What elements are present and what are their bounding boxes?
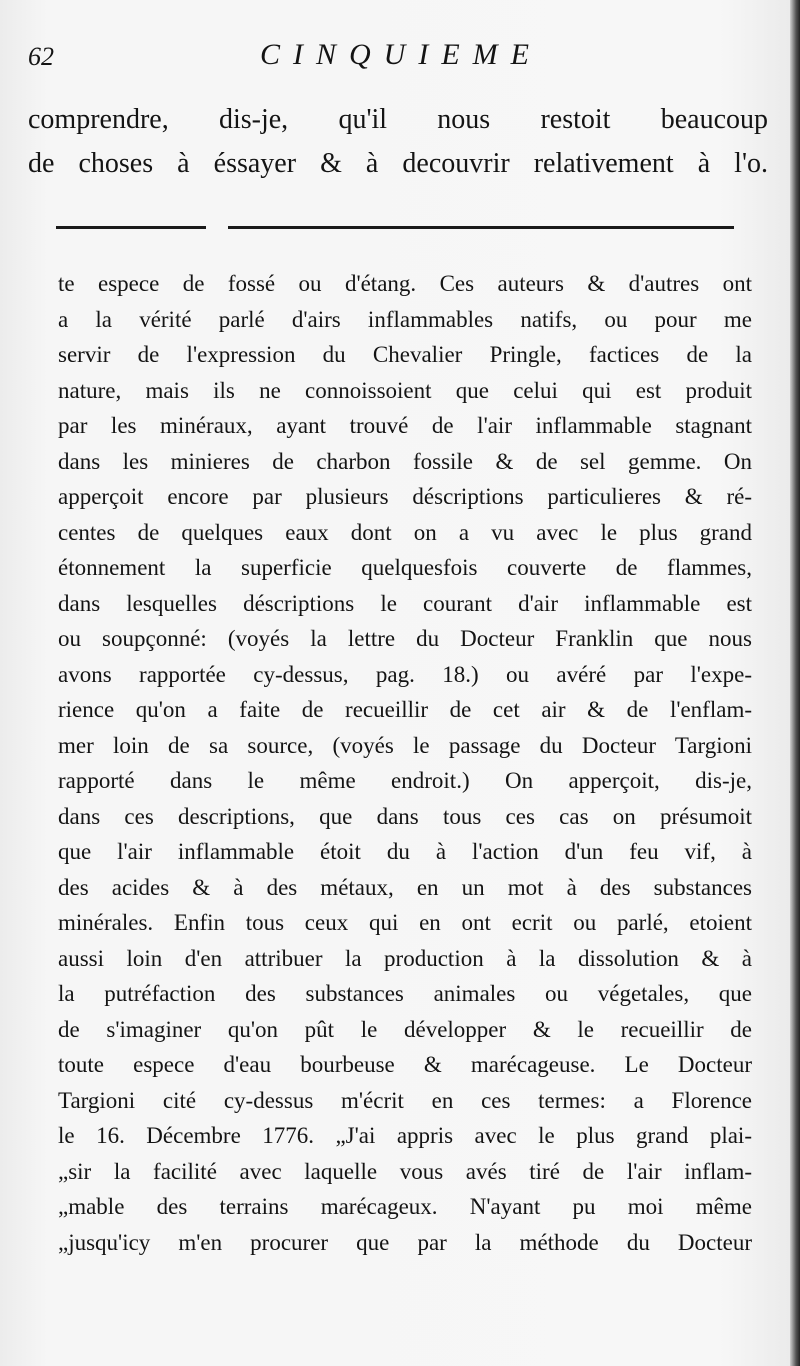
text-line: mer loin de sa source, (voyés le passage du Docteur Targioni bbox=[58, 732, 752, 758]
text-line: dans les minieres de charbon fossile & de sel gemme. On bbox=[58, 448, 752, 474]
text-line: „sir la facilité avec laquelle vous avés tiré de l'air inflam- bbox=[58, 1158, 752, 1184]
text-line: minérales. Enfin tous ceux qui en ont ecrit ou parlé, etoient bbox=[58, 910, 752, 935]
text-line: apperçoit encore par plusieurs déscriptions particulieres & ré- bbox=[58, 484, 752, 509]
text-line: nature, mais ils ne connoissoient que celui qui est produit bbox=[58, 377, 752, 403]
section-rule-long bbox=[228, 226, 734, 229]
text-line: dans lesquelles déscriptions le courant d'air inflammable est bbox=[58, 590, 752, 616]
text-line: avons rapportée cy-dessus, pag. 18.) ou avéré par l'expe- bbox=[58, 661, 752, 687]
text-line: de choses à éssayer & à decouvrir relativement à l'o. bbox=[28, 148, 768, 179]
text-line: ou soupçonné: (voyés la lettre du Docteur Franklin que nous bbox=[58, 626, 752, 651]
text-line: te espece de fossé ou d'étang. Ces auteurs & d'autres ont bbox=[58, 271, 752, 296]
main-text-block bbox=[58, 266, 752, 1260]
text-line: servir de l'expression du Chevalier Pringle, factices de la bbox=[58, 342, 752, 367]
continued-text-top bbox=[28, 98, 768, 186]
book-spine-shadow bbox=[790, 0, 800, 1366]
text-line: aussi loin d'en attribuer la production à la dissolution & à bbox=[58, 945, 752, 971]
text-line: que l'air inflammable étoit du à l'action d'un feu vif, à bbox=[58, 839, 752, 864]
text-line: rapporté dans le même endroit.) On apperçoit, dis-je, bbox=[58, 768, 752, 793]
text-line: „mable des terrains marécageux. N'ayant pu moi même bbox=[58, 1194, 752, 1219]
text-line: rience qu'on a faite de recueillir de cet air & de l'enflam- bbox=[58, 697, 752, 722]
page-number: 62 bbox=[28, 42, 54, 71]
text-line: dans ces descriptions, que dans tous ces cas on présumoit bbox=[58, 803, 752, 829]
text-line: la putréfaction des substances animales ou végetales, que bbox=[58, 981, 752, 1006]
text-line: a la vérité parlé d'airs inflammables natifs, ou pour me bbox=[58, 306, 752, 332]
text-line: Targioni cité cy-dessus m'écrit en ces termes: a Florence bbox=[58, 1087, 752, 1113]
text-line: étonnement la superficie quelquesfois couverte de flammes, bbox=[58, 555, 752, 580]
text-line: toute espece d'eau bourbeuse & marécageuse. Le Docteur bbox=[58, 1052, 752, 1077]
running-title: CINQUIEME bbox=[260, 38, 542, 71]
text-line: de s'imaginer qu'on pût le développer & le recueillir de bbox=[58, 1016, 752, 1042]
text-line: „jusqu'icy m'en procurer que par la méthode du Docteur bbox=[58, 1229, 752, 1255]
text-line: centes de quelques eaux dont on a vu avec le plus grand bbox=[58, 519, 752, 545]
text-line: par les minéraux, ayant trouvé de l'air inflammable stagnant bbox=[58, 413, 752, 438]
section-rule-short bbox=[56, 226, 206, 229]
text-line: le 16. Décembre 1776. „J'ai appris avec le plus grand plai- bbox=[58, 1123, 752, 1148]
text-line: des acides & à des métaux, en un mot à des substances bbox=[58, 874, 752, 900]
page-header bbox=[28, 38, 758, 78]
text-line: comprendre, dis-je, qu'il nous restoit beaucoup bbox=[28, 104, 768, 135]
